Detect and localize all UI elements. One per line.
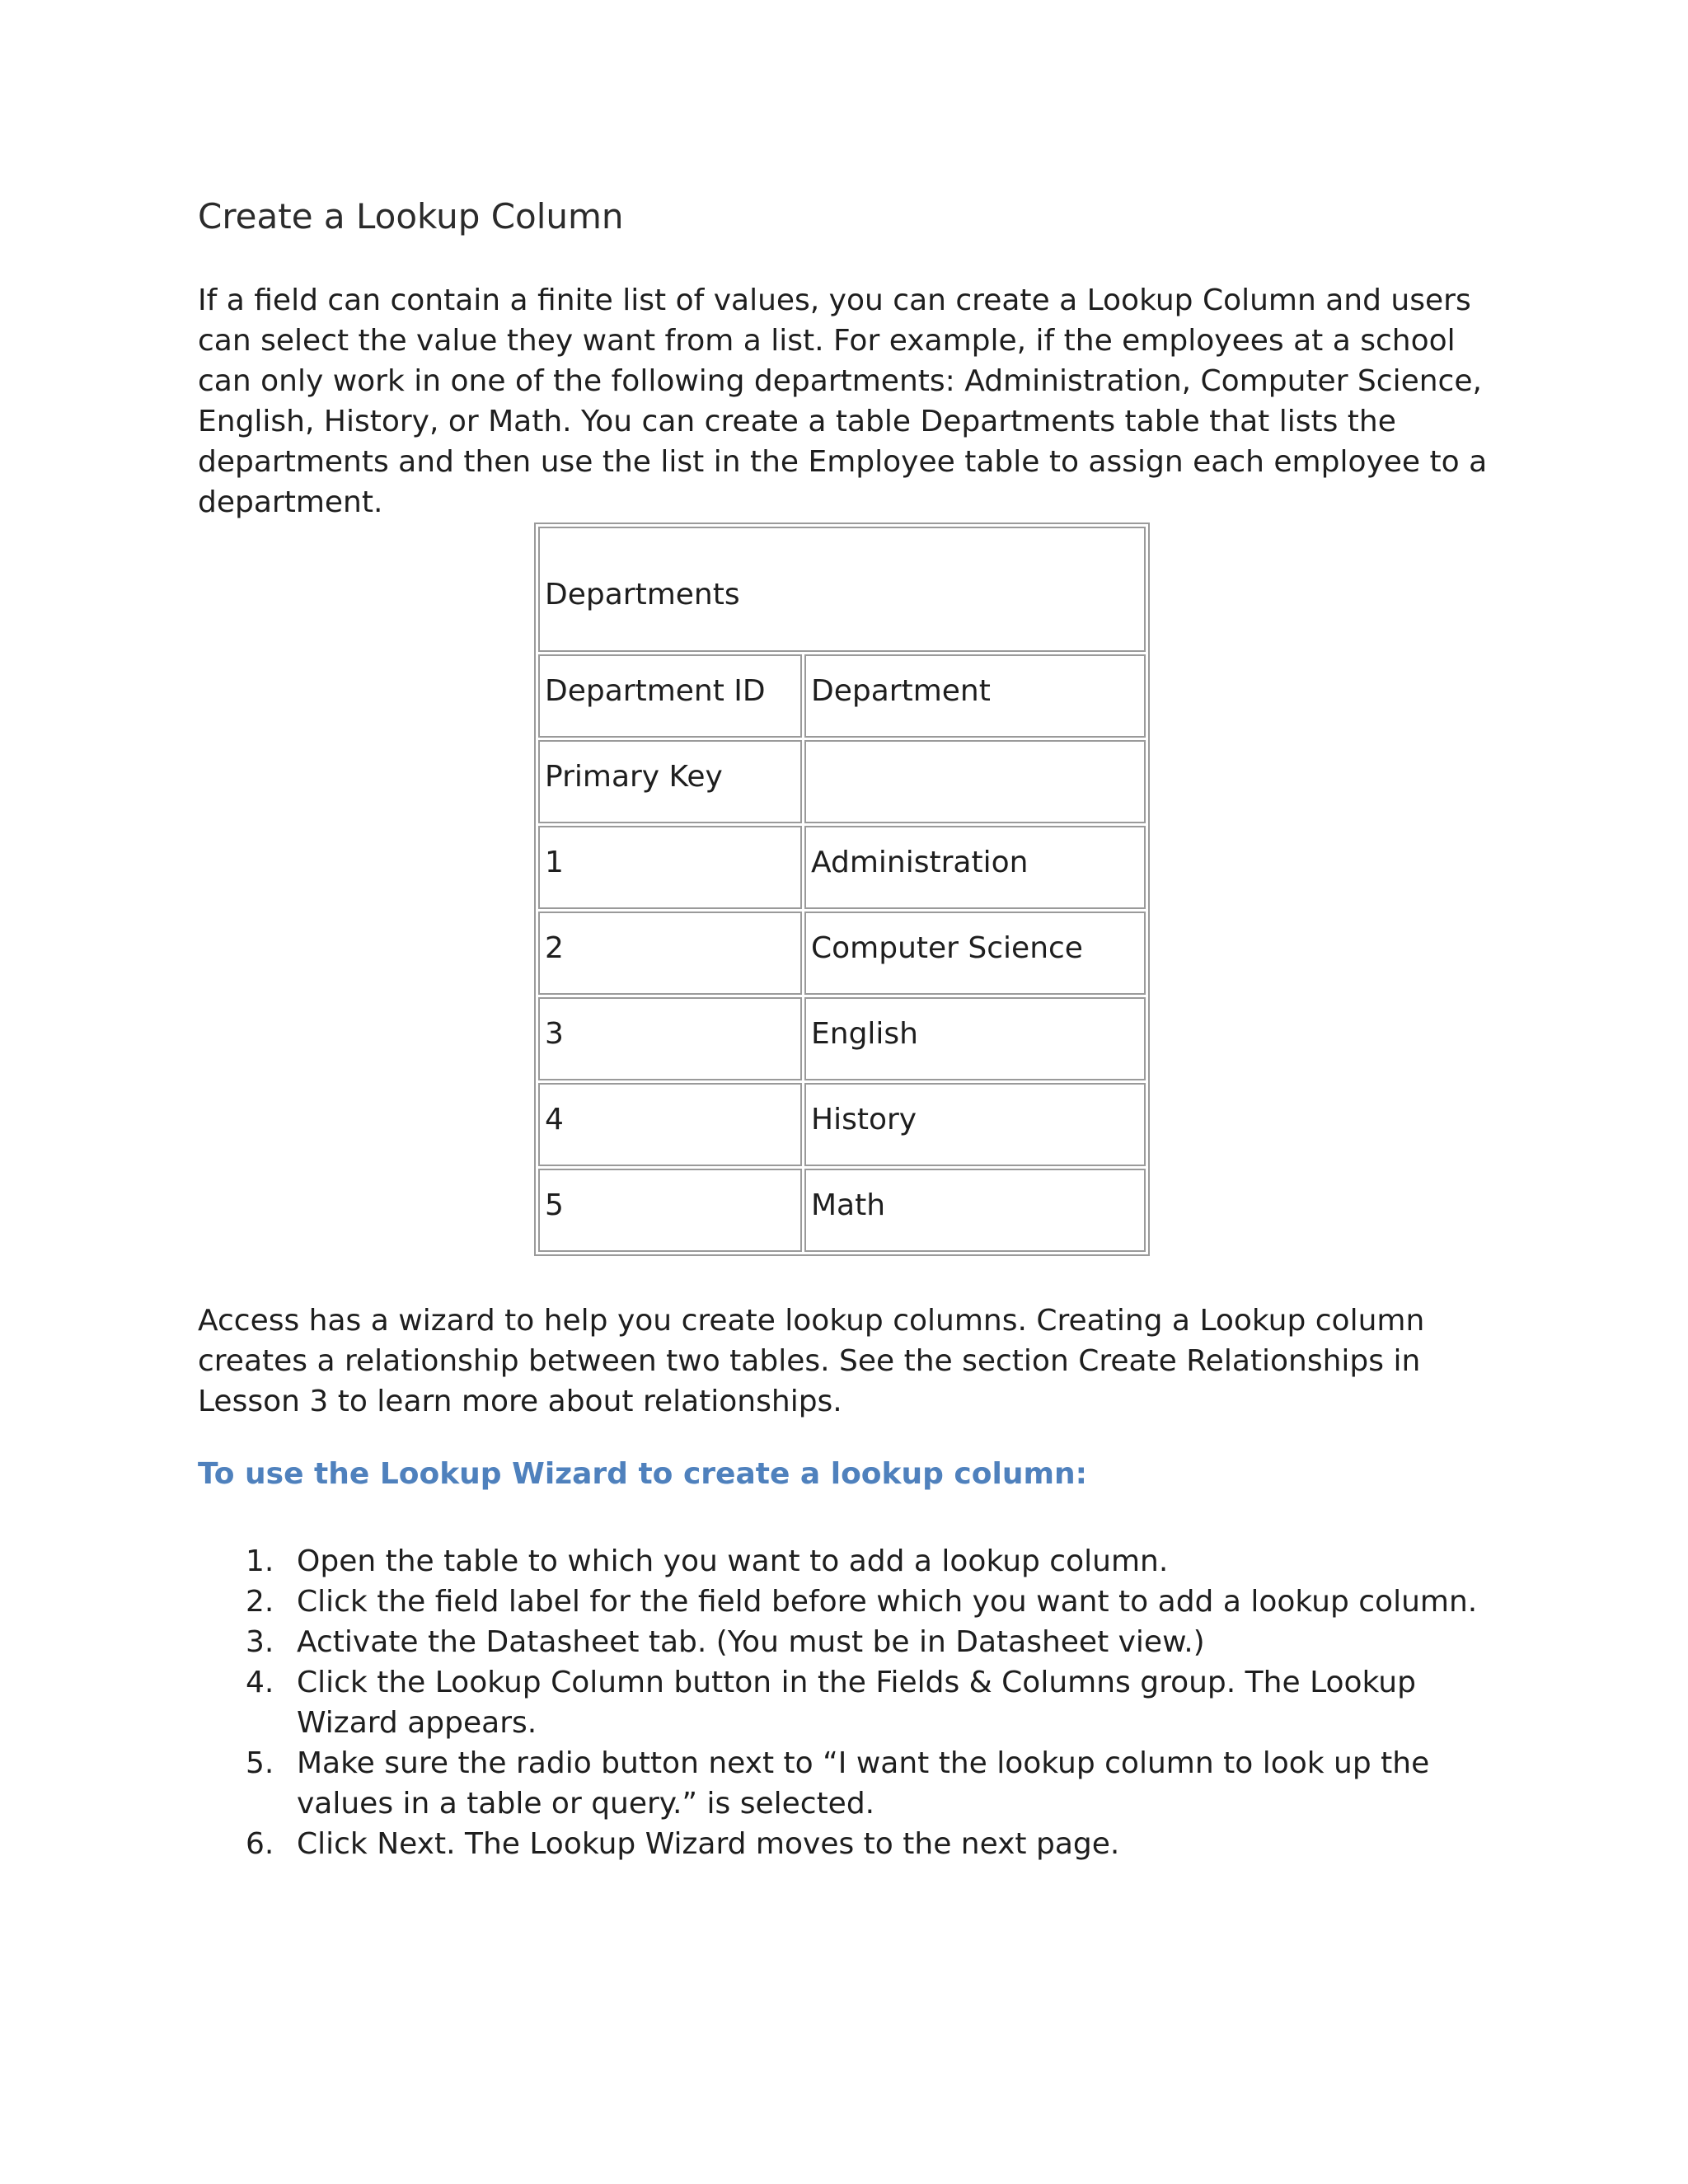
step-text: Click the field label for the field before which you want to add a lookup column.: [297, 1585, 1478, 1619]
list-item: [198, 1824, 1508, 1864]
table-cell: 2: [538, 912, 802, 995]
header-cell-department-id: Department ID: [538, 654, 802, 738]
table-cell: English: [804, 997, 1146, 1080]
list-item: [198, 1582, 1508, 1622]
step-text: Open the table to which you want to add a lookup column.: [297, 1544, 1169, 1578]
table-row: [538, 1083, 1146, 1166]
table-cell: 3: [538, 997, 802, 1080]
table-cell: Math: [804, 1169, 1146, 1252]
table-header-row: [538, 654, 1146, 738]
departments-table: [534, 523, 1150, 1256]
list-item: [198, 1541, 1508, 1582]
table-cell: Computer Science: [804, 912, 1146, 995]
table-cell: 1: [538, 826, 802, 909]
table-row: [538, 826, 1146, 909]
step-number: 1.: [246, 1544, 274, 1578]
table-title-cell: Departments: [538, 527, 1146, 652]
table-cell: 5: [538, 1169, 802, 1252]
step-text: Click the Lookup Column button in the Fields & Columns group. The Lookup Wizard appears.: [297, 1666, 1416, 1740]
list-item: [198, 1622, 1508, 1662]
table-cell: Primary Key: [538, 740, 802, 823]
step-number: 4.: [246, 1666, 274, 1699]
steps-list: [198, 1541, 1508, 1864]
step-text: Activate the Datasheet tab. (You must be in Datasheet view.): [297, 1625, 1205, 1659]
step-number: 2.: [246, 1585, 274, 1619]
step-text: Make sure the radio button next to “I want the lookup column to look up the values in a table or query.” is selected.: [297, 1746, 1430, 1821]
procedure-subheading: To use the Lookup Wizard to create a lookup column:: [198, 1457, 1087, 1491]
step-number: 5.: [246, 1746, 274, 1780]
table-row: [538, 1169, 1146, 1252]
step-text: Click Next. The Lookup Wizard moves to the next page.: [297, 1827, 1120, 1861]
table-cell: History: [804, 1083, 1146, 1166]
table-cell: [804, 740, 1146, 823]
list-item: [198, 1743, 1508, 1824]
table-row: [538, 740, 1146, 823]
table-row: [538, 912, 1146, 995]
access-wizard-paragraph: Access has a wizard to help you create lookup columns. Creating a Lookup column creates a relationship between two tables. See the section Create Relationships in Lesson 3 to learn more about relationships.: [198, 1304, 1425, 1418]
intro-paragraph: If a field can contain a finite list of values, you can create a Lookup Column and users can select the value they want from a list. For example, if the employees at a school can only work in one of the following departments: Administration, Computer Science, English, History, or Math. You can create a table Departments table that lists the departments and then use the list in the Employee table to assign each employee to a department.: [198, 284, 1488, 519]
table-cell: Administration: [804, 826, 1146, 909]
table-row: [538, 997, 1146, 1080]
step-number: 6.: [246, 1827, 274, 1861]
header-cell-department: Department: [804, 654, 1146, 738]
table-cell: 4: [538, 1083, 802, 1166]
step-number: 3.: [246, 1625, 274, 1659]
list-item: [198, 1662, 1508, 1743]
page-title: Create a Lookup Column: [198, 196, 624, 237]
table-title-row: [538, 527, 1146, 652]
